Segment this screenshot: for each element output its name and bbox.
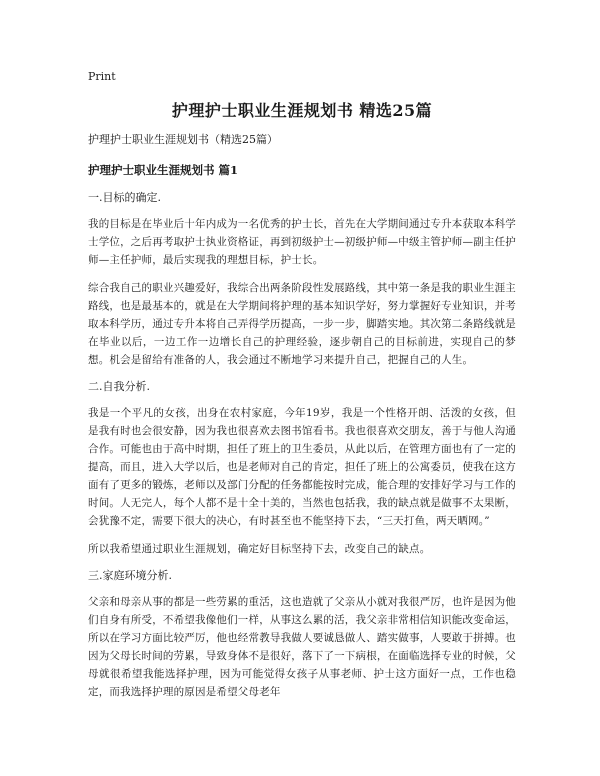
section-heading: 一.目标的确定. — [88, 191, 161, 204]
section-title: 护理护士职业生涯规划书 篇1 — [88, 163, 239, 177]
document-subtitle: 护理护士职业生涯规划书（精选25篇） — [88, 133, 278, 146]
document-body — [88, 190, 516, 701]
section-heading: 二.自我分析. — [88, 380, 150, 393]
document-title: 护理护士职业生涯规划书 精选25篇 — [171, 101, 433, 120]
paragraph: 综合我自己的职业兴趣爱好，我综合出两条阶段性发展路线，其中第一条是我的职业生涯主路线，也是最基本的，就是在大学期间将护理的基本知识学好，努力掌握好专业知识，并考取本科学历，通过专升本将自己弄得学历提高，一步一步，脚踏实地。其次第二条路线就是在毕业以后，一边工作一边增长自己的护理经验，逐步朝自己的目标前进，实现自己的梦想。机会是留给有准备的人，我会通过不断地学习来提升自己，把握自己的人生。 — [88, 282, 516, 366]
paragraph: 父亲和母亲从事的都是一些劳累的重活，这也造就了父亲从小就对我很严厉，也许是因为他们自身有所受，不希望我像他们一样，从事这么累的活，我父亲非常相信知识能改变命运，所以在学习方面比较严厉，他也经常教导我做人要诚恳做人、踏实做事，人要敢于拼搏。也因为父母长时间的劳累，导致身体不是很好，落下了一下病根，在面临选择专业的时候，父母就很希望我能选择护理，因为可能觉得女孩子从事老师、护士这方面好一点，工作也稳定，而我选择护理的原因是希望父母老年 — [88, 596, 516, 698]
paragraph: 我的目标是在毕业后十年内成为一名优秀的护士长，首先在大学期间通过专升本获取本科学士学位，之后再考取护士执业资格证，再到初级护士—初级护师—中级主管护师—副主任护师—主任护师，最后实现我的理想目标，护士长。 — [88, 218, 516, 266]
document-page — [88, 70, 516, 711]
print-label[interactable]: Print — [88, 70, 116, 83]
section-heading: 三.家庭环境分析. — [88, 569, 172, 582]
paragraph: 所以我希望通过职业生涯规划，确定好目标坚持下去，改变自己的缺点。 — [88, 543, 431, 555]
paragraph: 我是一个平凡的女孩，出身在农村家庭，今年19岁，我是一个性格开朗、活泼的女孩，但是我有时也会很安静，因为我也很喜欢去图书馆看书。我也很喜欢交朋友，善于与他人沟通合作。可能也由于高中时期，担任了班上的卫生委员，从此以后，在管理方面也有了一定的提高，而且，进入大学以后，也是老师对自己的肯定，担任了班上的公寓委员，使我在这方面有了更多的锻炼，老师以及部门分配的任务都能按时完成，能合理的安排好学习与工作的时间。人无完人，每个人都不是十全十美的，当然也包括我，我的缺点就是做事不太果断，会犹豫不定，需要下很大的决心，有时甚至也不能坚持下去，“三天打鱼，两天晒网。” — [88, 407, 516, 527]
